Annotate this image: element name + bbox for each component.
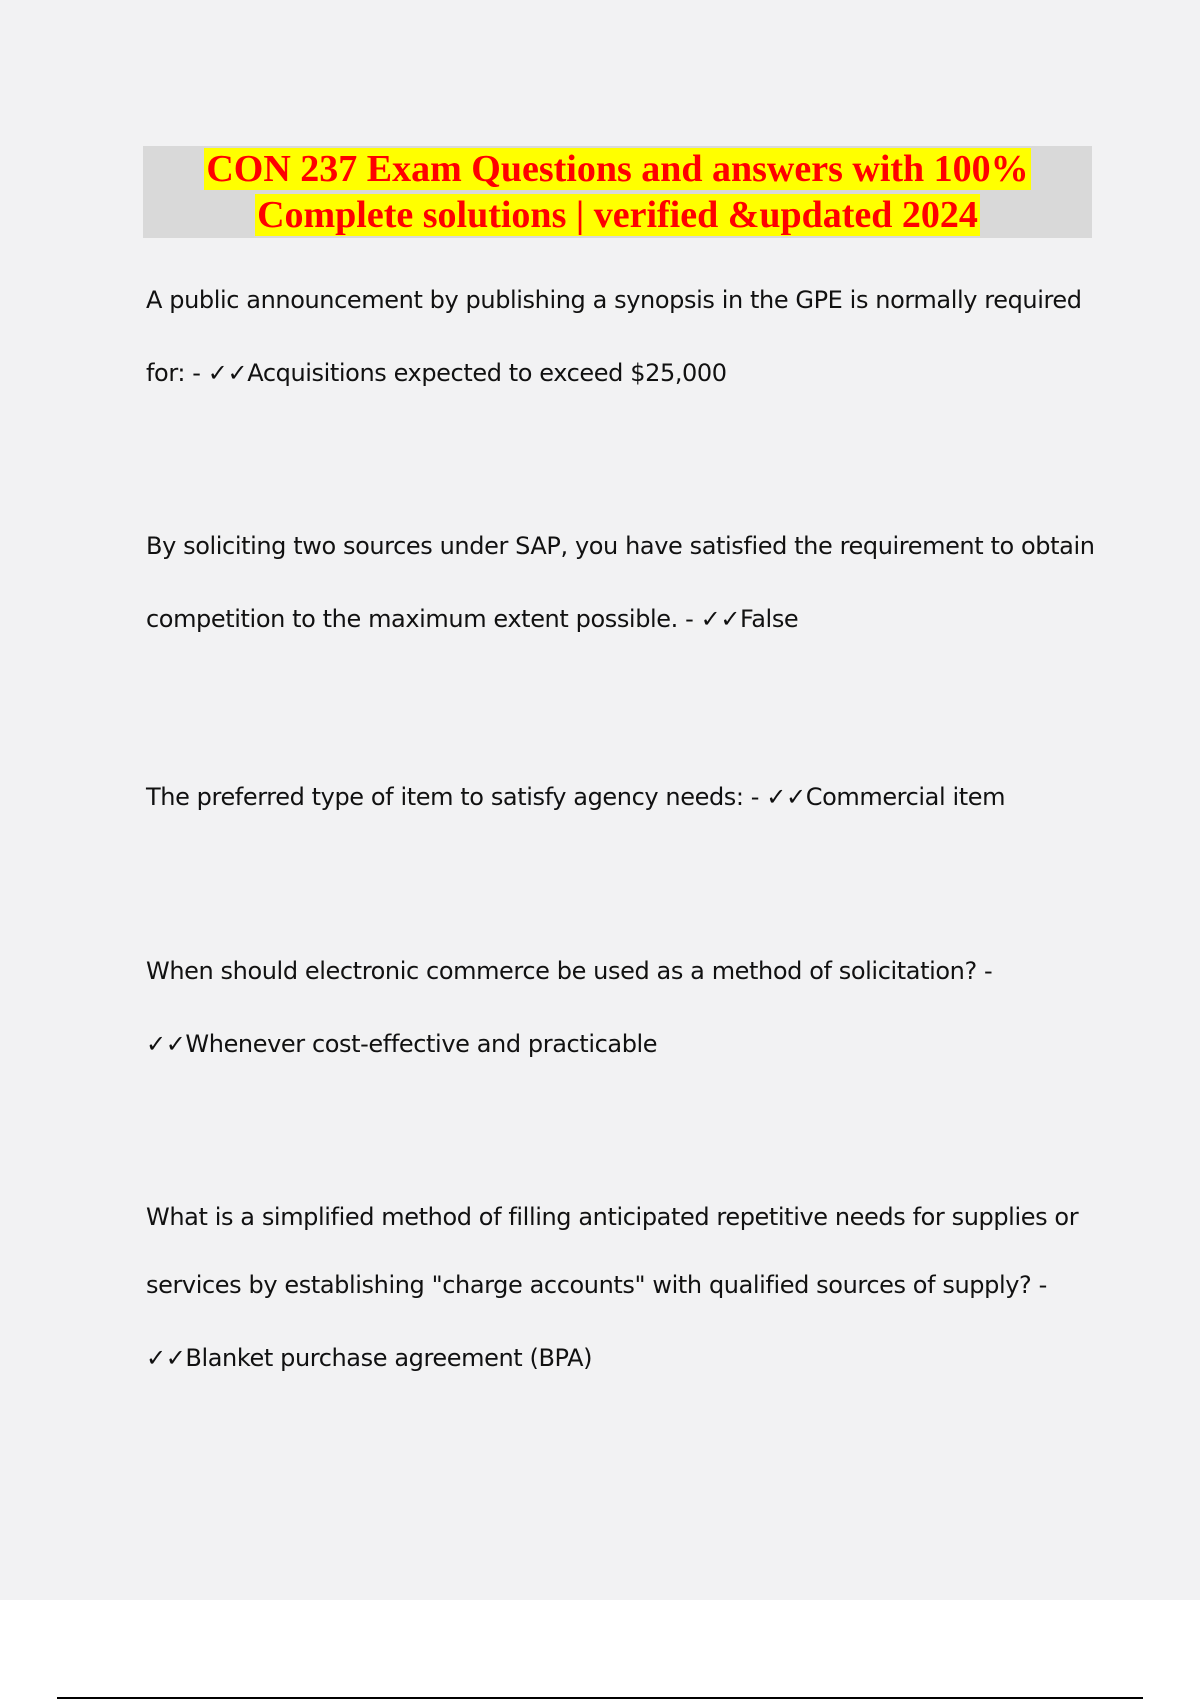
question-line: What is a simplified method of filling anticipated repetitive needs for supplies or bbox=[146, 1203, 1079, 1231]
qa-item-4 bbox=[146, 951, 1086, 1064]
title-line-1-text: CON 237 Exam Questions and answers with 100% bbox=[206, 148, 1029, 190]
question-line: services by establishing "charge accounts" with qualified sources of supply? - bbox=[146, 1271, 1047, 1299]
title-line-2-text: Complete solutions | verified &updated 2024 bbox=[257, 194, 978, 236]
qa-item-1 bbox=[146, 280, 1086, 393]
answer-text: Acquisitions expected to exceed $25,000 bbox=[247, 359, 727, 387]
answer-text: False bbox=[740, 605, 799, 633]
footer-divider bbox=[57, 1697, 1143, 1699]
answer-line bbox=[146, 1024, 1086, 1064]
question-text: for: - bbox=[146, 359, 208, 387]
double-check-icon: ✓✓ bbox=[207, 359, 248, 387]
question-text: competition to the maximum extent possible. - bbox=[146, 605, 701, 633]
document-title-box bbox=[143, 146, 1092, 238]
question-line: When should electronic commerce be used as a method of solicitation? - bbox=[146, 957, 993, 985]
qa-item-3 bbox=[146, 777, 1086, 817]
qa-item-2 bbox=[146, 526, 1095, 639]
answer-text: Whenever cost-effective and practicable bbox=[185, 1030, 658, 1058]
question-line: A public announcement by publishing a synopsis in the GPE is normally required bbox=[146, 286, 1082, 314]
double-check-icon: ✓✓ bbox=[146, 1030, 186, 1058]
document-title-line-2 bbox=[143, 192, 1092, 238]
question-answer-line bbox=[146, 599, 1086, 639]
answer-text: Commercial item bbox=[805, 783, 1006, 811]
double-check-icon: ✓✓ bbox=[766, 783, 806, 811]
document-title-line-1 bbox=[143, 146, 1092, 192]
answer-text: Blanket purchase agreement (BPA) bbox=[185, 1344, 593, 1372]
double-check-icon: ✓✓ bbox=[146, 1344, 186, 1372]
qa-item-5 bbox=[146, 1197, 1086, 1378]
answer-line bbox=[146, 1338, 1086, 1378]
question-text: The preferred type of item to satisfy agency needs: - bbox=[146, 783, 767, 811]
question-answer-line bbox=[146, 353, 1086, 393]
question-answer-line bbox=[146, 777, 1086, 817]
question-line: By soliciting two sources under SAP, you have satisfied the requirement to obtain bbox=[146, 532, 1095, 560]
double-check-icon: ✓✓ bbox=[700, 605, 741, 633]
